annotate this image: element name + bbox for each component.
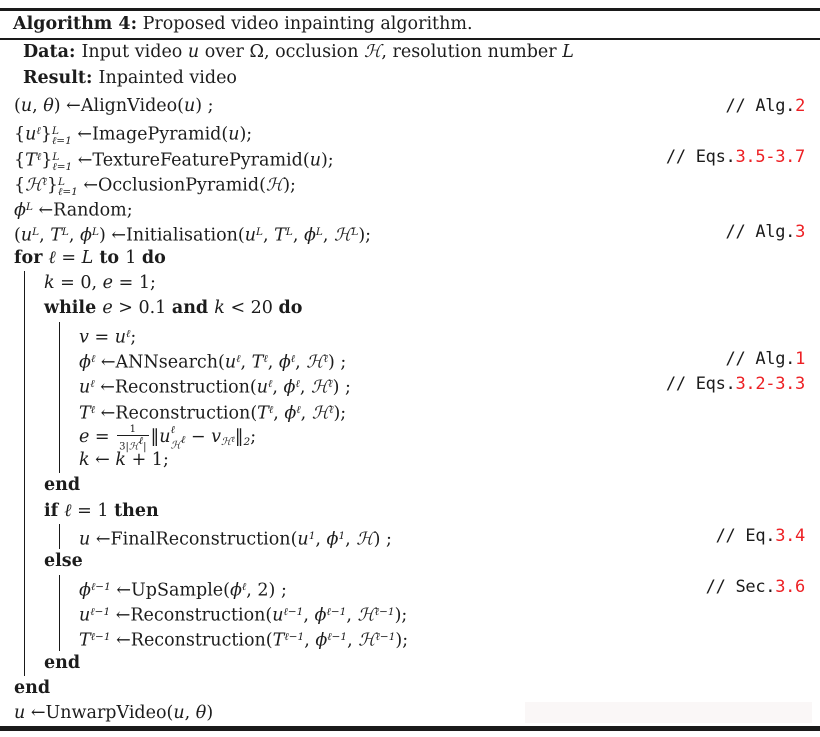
meta-line: Data: Input video u over Ω, occlusion ℋ, resolution number L: [23, 42, 574, 62]
meta-line: Result: Inpainted video: [23, 67, 237, 88]
code-line: $u^\ell$ $\leftarrow Reconstruction(u^\ell$, $\phi^\ell$, ℋ$^\ell$) ; // Eqs.3.2-3.3: [79, 374, 805, 398]
sup-sub-stack: L ℓ=1: [52, 150, 73, 173]
algorithm-caption: [0, 11, 820, 38]
algorithm-label: Algorithm 4:: [13, 14, 138, 34]
line-comment: // Eqs.3.5-3.7: [665, 146, 805, 167]
sup-sub-stack: L ℓ=1: [51, 125, 72, 148]
code-line: end: [44, 652, 81, 673]
code-line: $\{u^\ell\}$ L ℓ=1 ←ImagePyramid(u);: [14, 124, 253, 148]
code-block: [24, 271, 805, 676]
code-line: while e > 0.1 and k < 20 do: [44, 298, 303, 319]
code-line: else: [44, 551, 83, 572]
fraction: $\frac{1}{\text{3|ℋℓ|}}$: [119, 423, 147, 453]
code-line: u $\leftarrow FinalReconstruction(u^1$, $\phi^1$, ℋ) ; // Eq.3.4: [79, 526, 805, 550]
line-comment: // Alg.1: [725, 348, 805, 369]
code-lines: [0, 94, 820, 726]
code-line: $v = u^\ell$;: [79, 327, 137, 348]
code-line: end: [44, 475, 81, 496]
sup-sub-stack: L ℓ=1: [57, 175, 78, 198]
line-comment: // Sec.3.6: [705, 576, 805, 597]
algorithm-title: Proposed video inpainting algorithm.: [137, 14, 473, 34]
code-block: [59, 575, 805, 651]
meta-lines: [0, 40, 820, 91]
code-line: $T^{\ell-1}$ $\leftarrow Reconstruction(T^{\ell-1}$, $\phi^{\ell-1}$, ℋ$^{\ell-1}$);: [79, 630, 409, 651]
code-line: for ℓ = L to 1 do: [14, 247, 166, 268]
line-comment: // Alg.2: [725, 96, 805, 116]
code-block: [59, 322, 805, 474]
code-line: ($u^L$, $T^L$, $\phi^L$) $\leftarrow Initialisation(u^L$, $T^L$, $\phi^L$, ℋ$^L$); // Alg.3: [14, 222, 805, 246]
code-line: $T^\ell$ $\leftarrow Reconstruction(T^\ell$, $\phi^\ell$, ℋ$^\ell$);: [79, 403, 347, 424]
line-comment: // Eq.3.4: [715, 526, 805, 547]
code-line: end: [14, 677, 51, 698]
code-line: if ℓ = 1 then: [44, 500, 159, 521]
code-line: e = $\frac{1}{\text{3|ℋℓ|}}$ ‖u ℓ ℋℓ − $v_{ℋ^\ell}‖_2$;: [79, 423, 257, 453]
code-line: u ←UnwarpVideo(u, θ): [14, 703, 214, 724]
sup-sub-stack: ℓ ℋℓ: [170, 424, 186, 452]
code-line: k ← k + 1;: [79, 450, 169, 471]
code-line: $\phi^\ell$ $\leftarrow ANNsearch(u^\ell$, $T^\ell$, $\phi^\ell$, ℋ$^\ell$) ; // Alg.1: [79, 348, 805, 373]
bottom-rule: [0, 726, 820, 731]
code-line: $\{T^\ell\}$ L ℓ=1 ←TextureFeaturePyramid(u); // Eqs.3.5-3.7: [14, 146, 805, 173]
code-line: $\phi^L$ ←Random;: [14, 200, 133, 221]
line-comment: // Eqs.3.2-3.3: [665, 374, 805, 395]
code-block: [59, 524, 805, 549]
code-line: $u^{\ell-1}$ $\leftarrow Reconstruction(u^{\ell-1}$, $\phi^{\ell-1}$, ℋ$^{\ell-1}$);: [79, 605, 408, 626]
line-comment: // Alg.3: [725, 222, 805, 243]
code-line: {ℋ$^\ell$} L ℓ=1 ←OcclusionPyramid(ℋ);: [14, 175, 296, 198]
code-line: $\phi^{\ell-1}$ $\leftarrow UpSample(\phi^\ell$, 2) ; // Sec.3.6: [79, 576, 805, 601]
code-line: k = 0, e = 1;: [44, 273, 156, 294]
code-line: (u, θ) ←AlignVideo(u) ; // Alg.2: [14, 94, 805, 119]
